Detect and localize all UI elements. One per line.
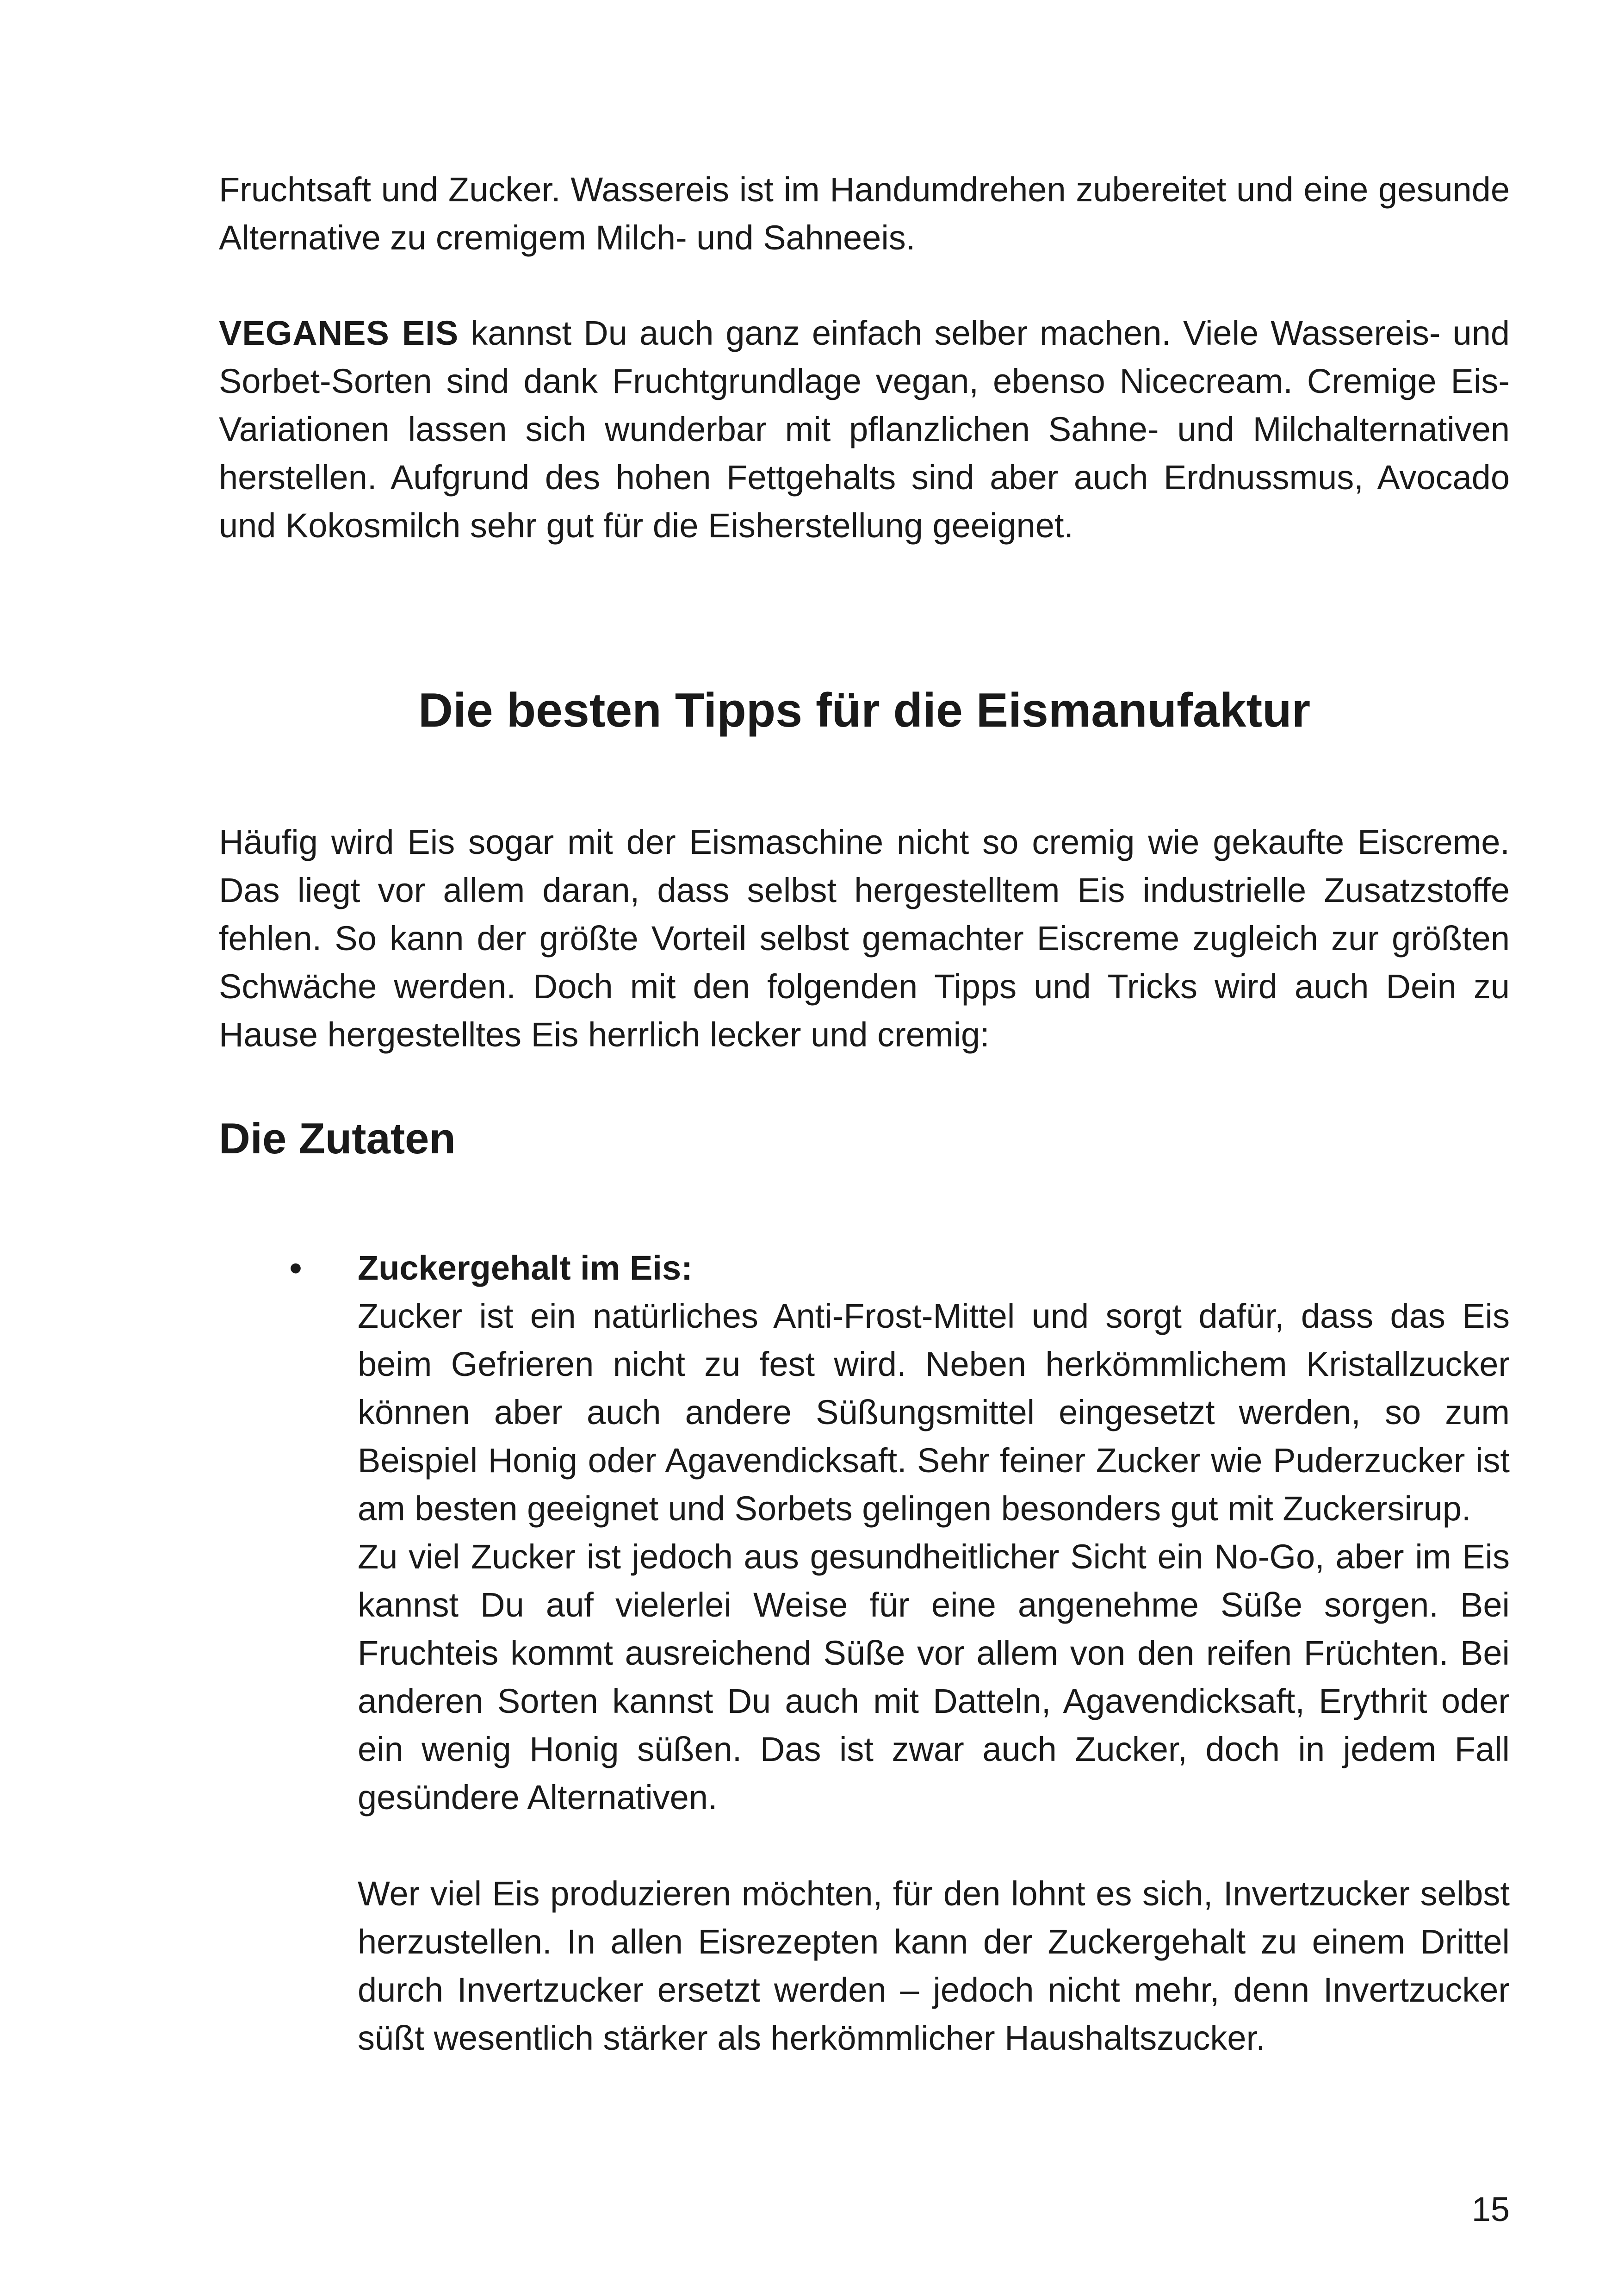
vegan-lead-term: VEGANES EIS bbox=[219, 314, 459, 352]
paragraph-vegan bbox=[219, 309, 1510, 550]
list-item-title: Zuckergehalt im Eis: bbox=[358, 1249, 693, 1287]
page-number: 15 bbox=[1471, 2190, 1510, 2228]
section-title: Die besten Tipps für die Eismanufaktur bbox=[418, 684, 1311, 737]
paragraph-section-intro: Häufig wird Eis sogar mit der Eismaschine nicht so cremig wie gekaufte Eiscreme. Das liegt vor allem daran, dass selbst hergestelltem Eis industrielle Zusatzstoffe fehlen. So kann der größte Vorteil selbst gemachter Eiscreme zugleich zur größten Schwäche werden. Doch mit den folgenden Tipps und Tricks wird auch Dein zu Hause hergestelltes Eis herrlich lecker und cremig: bbox=[219, 823, 1510, 1054]
list-item-paragraph: Zu viel Zucker ist jedoch aus gesundheitlicher Sicht ein No-Go, aber im Eis kannst Du auf vielerlei Weise für eine angenehme Süße sorgen. Bei Fruchteis kommt ausreichend Süße vor allem von den reifen Früchten. Bei anderen Sorten kannst Du auch mit Datteln, Agavendicksaft, Erythrit oder ein wenig Honig süßen. Das ist zwar auch Zucker, doch in jedem Fall gesündere Alternativen. bbox=[358, 1537, 1510, 1817]
vegan-text: kannst Du auch ganz einfach selber machen. Viele Wassereis- und Sorbet-Sorten sind dank Fruchtgrundlage vegan, ebenso Nicecream. Cremige Eis-Variationen lassen sich wunderbar mit pflanzlichen Sahne- und Milchalternativen herstellen. Aufgrund des hohen Fettgehalts sind aber auch Erdnussmus, Avocado und Kokosmilch sehr gut für die Eisherstellung geeignet. bbox=[219, 314, 1510, 545]
subsection-title: Die Zutaten bbox=[219, 1114, 456, 1163]
list-item bbox=[358, 1244, 1510, 2062]
list-item-paragraph: Wer viel Eis produzieren möchten, für den lohnt es sich, Invertzucker selbst herzustellen. In allen Eisrezepten kann der Zuckergehalt zu einem Drittel durch Invertzucker ersetzt werden – jedoch nicht mehr, denn Invertzucker süßt wesentlich stärker als herkömmlicher Haushaltszucker. bbox=[358, 1874, 1510, 2057]
paragraph-intro-end: Fruchtsaft und Zucker. Wassereis ist im Handumdrehen zubereitet und eine gesunde Alternative zu cremigem Milch- und Sahneeis. bbox=[219, 170, 1510, 257]
bullet-icon: • bbox=[289, 1247, 303, 1288]
list-item-paragraph: Zucker ist ein natürliches Anti-Frost-Mittel und sorgt dafür, dass das Eis beim Gefrieren nicht zu fest wird. Neben herkömmlichem Kristallzucker können aber auch andere Süßungsmittel eingesetzt werden, so zum Beispiel Honig oder Agavendicksaft. Sehr feiner Zucker wie Puderzucker ist am besten geeignet und Sorbets gelingen besonders gut mit Zuckersirup. bbox=[358, 1297, 1510, 1528]
